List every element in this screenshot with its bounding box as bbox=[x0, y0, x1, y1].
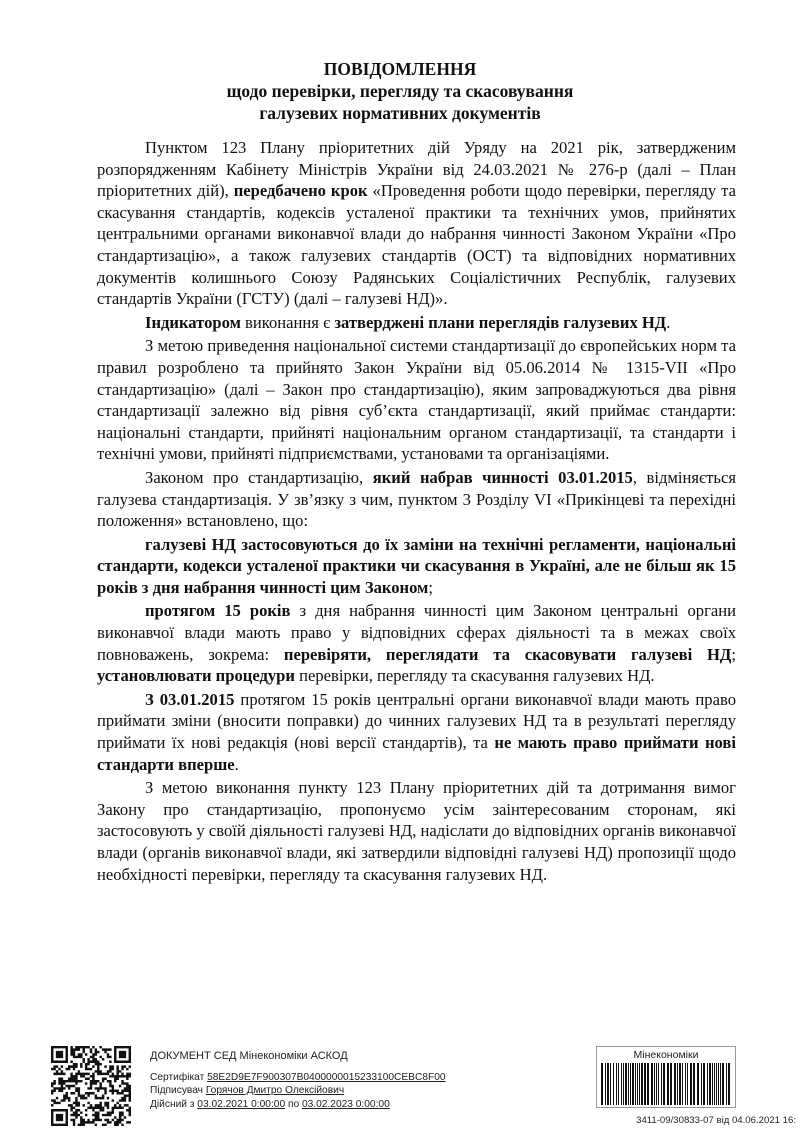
bold-text: галузеві НД застосовуються до їх заміни на технічні регламенти, національні стандарти, кодекси усталеної практики чи скасування в Україні, але не більш як 15 років з дня набрання чинності цим Законом bbox=[97, 534, 736, 597]
bold-text: протягом 15 років bbox=[145, 601, 291, 621]
bold-text: який набрав чинності 03.01.2015 bbox=[372, 467, 633, 487]
text: ; bbox=[731, 644, 736, 664]
validity-to: 03.02.2023 0:00:00 bbox=[301, 1099, 390, 1110]
signer-line bbox=[150, 1084, 344, 1097]
text: протягом 15 років центральні органи виконавчої влади мають право приймати зміни (вносити поправки) до чинних галузевих НД та в результаті перегляду приймати їх нові редакція (нові версії стандартів), та bbox=[97, 689, 736, 753]
qr-code-icon bbox=[51, 1046, 131, 1126]
text: , відміняється галузева стандартизація. У зв’язку з чим, пунктом 3 Розділу VI «Прикінцеві та перехідні положення» встановлено, що: bbox=[97, 467, 736, 531]
text: . bbox=[666, 312, 671, 332]
bold-text: передбачено крок bbox=[233, 181, 368, 201]
barcode-icon bbox=[600, 1063, 732, 1105]
validity-line bbox=[150, 1098, 390, 1111]
certificate-label: Сертифікат bbox=[150, 1072, 208, 1083]
bold-text: перевіряти, переглядати та скасовувати галузеві НД bbox=[283, 644, 732, 664]
text: З метою виконання пункту 123 Плану пріоритетних дій та дотримання вимог Закону про стандартизацію, пропонуємо усім заінтересованим сторонам, які застосовують у своїй діяльності галузеві НД, надіслати до відповідних органів виконавчої влади (органів виконавчої влади, які затвердили відповідні галузеві НД) пропозиції щодо необхідності перевірки, перегляду та скасування галузевих НД. bbox=[97, 778, 736, 884]
registration-number: 3411-09/30833-07 від 04.06.2021 16: bbox=[636, 1115, 796, 1126]
bold-text: установлювати процедури bbox=[97, 666, 295, 686]
paragraph-1 bbox=[97, 137, 736, 310]
certificate-line bbox=[150, 1071, 446, 1084]
text: З метою приведення національної системи стандартизації до європейських норм та правил розроблено та прийнято Закон України від 05.06.2014 № 1315-VII «Про стандартизацію» (далі – Закон про стандартизацію), яким запроваджуються два рівня стандартизації залежно від рівня суб’єкта стандартизації, який приймає стандарти: національні стандарти, прийняті національним органом стандартизації, та стандарти і технічні умови, прийняті підприємствами, установами та організаціями. bbox=[97, 336, 736, 464]
doc-system-label: ДОКУМЕНТ СЕД Мінекономіки АСКОД bbox=[150, 1050, 348, 1062]
validity-from: 03.02.2021 0:00:00 bbox=[197, 1099, 286, 1110]
paragraph-7 bbox=[97, 689, 736, 775]
validity-label: Дійсний з bbox=[150, 1099, 198, 1110]
document-subtitle-line1: щодо перевірки, перегляду та скасовування bbox=[226, 81, 574, 101]
paragraph-4 bbox=[97, 467, 736, 532]
text: «Проведення роботи щодо перевірки, перегляду та скасування стандартів, кодексів усталеної практики та технічних умов, прийнятих центральними органами виконавчої влади до набрання чинності Законом України «Про стандартизацію», а також галузевих стандартів (ОСТ) та відповідних нормативних документів колишнього Союзу Радянських Соціалістичних Республік, галузевих стандартів України (ГСТУ) (далі – галузеві НД)». bbox=[97, 181, 736, 309]
signer-label: Підписувач bbox=[150, 1085, 206, 1096]
paragraph-8 bbox=[97, 777, 736, 885]
validity-separator: по bbox=[285, 1099, 302, 1110]
bold-text: Індикатором bbox=[145, 312, 241, 332]
text: Пунктом 123 Плану пріоритетних дій Уряду на 2021 рік, затвердженим розпорядженням Кабінету Міністрів України від 24.03.2021 № 276-р (далі – План пріоритетних дій), bbox=[97, 138, 736, 201]
paragraph-2 bbox=[97, 312, 736, 334]
paragraph-3 bbox=[97, 335, 736, 465]
bold-text: З 03.01.2015 bbox=[145, 689, 235, 709]
text: виконання є bbox=[240, 312, 335, 332]
paragraph-6 bbox=[97, 600, 736, 686]
text: перевірки, перегляду та скасування галузевих НД. bbox=[294, 666, 655, 686]
bold-text: не мають право приймати нові стандарти вперше bbox=[97, 733, 736, 774]
text: ; bbox=[428, 577, 433, 597]
text: з дня набрання чинності цим Законом центральні органи виконавчої влади мають право у відповідних сферах діяльності та в межах своїх повноважень, зокрема: bbox=[97, 601, 736, 664]
document-title: ПОВІДОМЛЕННЯ bbox=[323, 59, 477, 79]
document-body bbox=[97, 137, 736, 885]
text: Законом про стандартизацію, bbox=[145, 467, 373, 487]
text: . bbox=[234, 754, 239, 774]
barcode-label: Мінекономіки bbox=[633, 1049, 699, 1061]
certificate-value: 58E2D9E7F900307B0400000015233100CEBC8F00 bbox=[207, 1072, 446, 1083]
paragraph-5 bbox=[97, 534, 736, 599]
signer-value: Горячов Дмитро Олексійович bbox=[205, 1085, 345, 1096]
document-subtitle-line2: галузевих нормативних документів bbox=[259, 103, 541, 123]
bold-text: затверджені плани переглядів галузевих НД bbox=[334, 312, 667, 332]
